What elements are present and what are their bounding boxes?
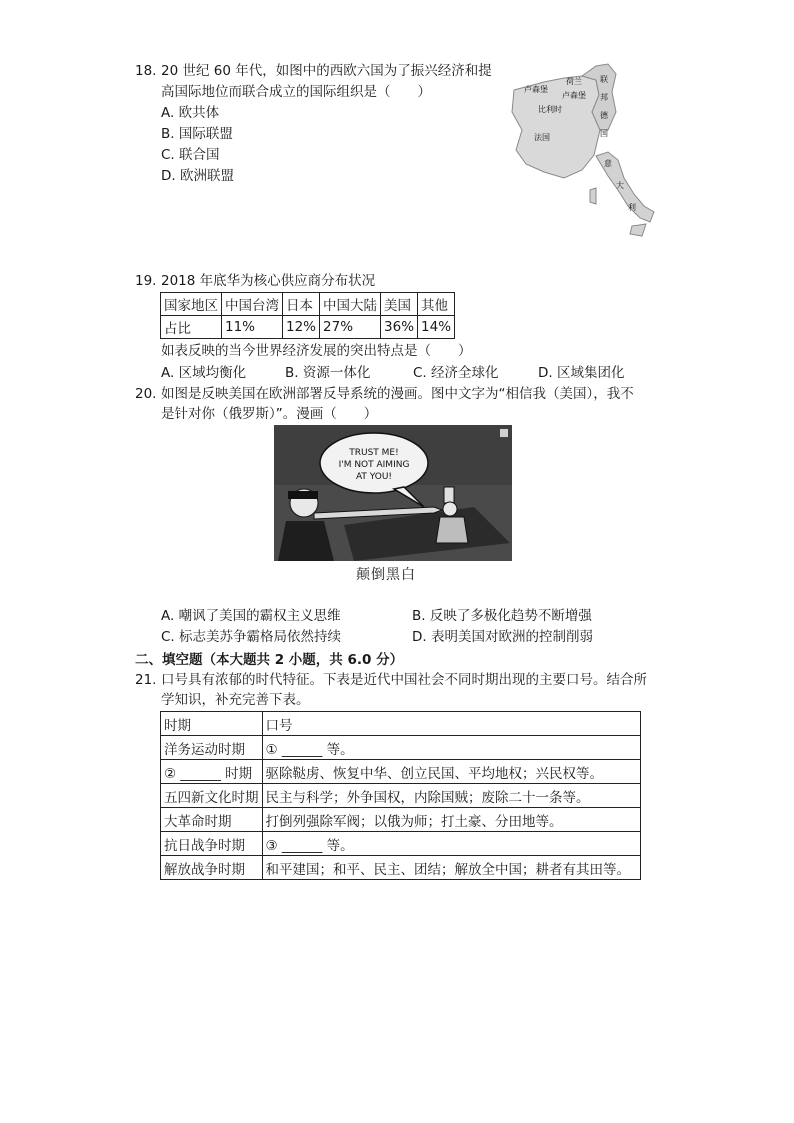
table-cell: 民主与科学；外争国权，内除国贼；废除二十一条等。: [262, 784, 641, 808]
table-cell: 11%: [222, 316, 283, 339]
table-row: [161, 712, 641, 736]
table-cell-blank-2[interactable]: ② ______ 时期: [161, 760, 263, 784]
table-cell: 五四新文化时期: [161, 784, 263, 808]
table-row: [161, 784, 641, 808]
table-row: [161, 856, 641, 880]
q18-stem-line1: 20 世纪 60 年代，如图中的西欧六国为了振兴经济和提: [161, 63, 492, 79]
q20-number: 20.: [135, 386, 157, 402]
table-cell: 打倒列强除军阀；以俄为师；打土豪、分田地等。: [262, 808, 641, 832]
table-header-cell: 口号: [262, 712, 641, 736]
cartoon-caption: 颠倒黑白: [356, 567, 416, 583]
q20-option-b[interactable]: B. 反映了多极化趋势不断增强: [412, 608, 592, 624]
q19-option-c[interactable]: C. 经济全球化: [413, 365, 499, 381]
q19-option-a[interactable]: A. 区域均衡化: [161, 365, 247, 381]
table-row: [161, 760, 641, 784]
map-label-luxembourg-region: 卢森堡: [524, 85, 548, 94]
table-cell-blank-3[interactable]: ③ ______ 等。: [262, 832, 641, 856]
q18-option-a[interactable]: A. 欧共体: [161, 105, 220, 121]
q20-option-d[interactable]: D. 表明美国对欧洲的控制削弱: [412, 629, 593, 645]
map-label-belgium: 比利时: [538, 105, 562, 114]
table-row: [161, 808, 641, 832]
bubble-line1: TRUST ME!: [349, 448, 399, 458]
map-label-germany-1: 联: [600, 75, 608, 84]
table-cell: 大革命时期: [161, 808, 263, 832]
table-header-cell: 美国: [381, 293, 418, 316]
q18-option-c[interactable]: C. 联合国: [161, 147, 220, 163]
table-row: [161, 832, 641, 856]
q19-number: 19.: [135, 273, 157, 289]
cartoon-illustration: [274, 425, 512, 561]
table-header-cell: 时期: [161, 712, 263, 736]
bubble-line2: I'M NOT AIMING: [338, 460, 410, 470]
q19-supplier-table: [160, 292, 455, 339]
table-cell: 解放战争时期: [161, 856, 263, 880]
missile-cartoon: [274, 425, 512, 561]
q21-stem-line1: 口号具有浓郁的时代特征。下表是近代中国社会不同时期出现的主要口号。结合所: [161, 672, 647, 688]
table-cell: 36%: [381, 316, 418, 339]
section-heading: 二、填空题（本大题共 2 小题，共 6.0 分）: [135, 652, 404, 668]
q20-stem-line1: 如图是反映美国在欧洲部署反导系统的漫画。图中文字为“相信我（美国），我不: [161, 386, 634, 402]
map-label-germany-4: 国: [600, 129, 608, 138]
table-cell: 洋务运动时期: [161, 736, 263, 760]
q19-title: 2018 年底华为核心供应商分布状况: [161, 273, 376, 289]
q20-stem-line2: 是针对你（俄罗斯）”。漫画（ ）: [161, 406, 378, 422]
table-cell: 27%: [320, 316, 381, 339]
table-row: [161, 316, 455, 339]
map-label-italy-1: 意: [604, 159, 612, 168]
map-label-luxembourg: 卢森堡: [562, 91, 586, 100]
q19-option-b[interactable]: B. 资源一体化: [285, 365, 371, 381]
table-header-cell: 国家地区: [161, 293, 222, 316]
q18-option-b[interactable]: B. 国际联盟: [161, 126, 233, 142]
table-cell: 12%: [283, 316, 320, 339]
western-europe-map: [504, 60, 660, 250]
q21-stem-line2: 学知识，补充完善下表。: [161, 692, 310, 708]
q19-option-d[interactable]: D. 区域集团化: [538, 365, 625, 381]
bubble-line3: AT YOU!: [355, 472, 393, 482]
table-header-cell: 日本: [283, 293, 320, 316]
table-header-cell: 中国大陆: [320, 293, 381, 316]
q19-question: 如表反映的当今世界经济发展的突出特点是（ ）: [161, 343, 472, 359]
map-label-france: 法国: [534, 133, 550, 142]
map-label-germany-2: 邦: [600, 93, 608, 102]
table-cell-blank-1[interactable]: ① ______ 等。: [262, 736, 641, 760]
map-label-germany-3: 德: [600, 111, 608, 120]
q18-number: 18.: [135, 63, 157, 79]
q21-slogan-table: [160, 711, 641, 880]
q21-number: 21.: [135, 672, 157, 688]
table-cell: 驱除鞑虏、恢复中华、创立民国、平均地权；兴民权等。: [262, 760, 641, 784]
table-cell: 14%: [418, 316, 455, 339]
q20-option-c[interactable]: C. 标志美苏争霸格局依然持续: [161, 629, 342, 645]
table-header-cell: 其他: [418, 293, 455, 316]
table-row-label: 占比: [161, 316, 222, 339]
q20-option-a[interactable]: A. 嘲讽了美国的霸权主义思维: [161, 608, 341, 624]
table-row: [161, 736, 641, 760]
q18-stem-line2: 高国际地位而联合成立的国际组织是（ ）: [161, 84, 431, 100]
table-cell: 和平建国；和平、民主、团结；解放全中国；耕者有其田等。: [262, 856, 641, 880]
table-header-cell: 中国台湾: [222, 293, 283, 316]
map-label-italy-2: 大: [616, 181, 624, 190]
map-label-netherlands: 荷兰: [566, 77, 582, 86]
table-row: [161, 293, 455, 316]
q18-option-d[interactable]: D. 欧洲联盟: [161, 168, 234, 184]
table-cell: 抗日战争时期: [161, 832, 263, 856]
map-label-italy-3: 利: [628, 203, 636, 212]
